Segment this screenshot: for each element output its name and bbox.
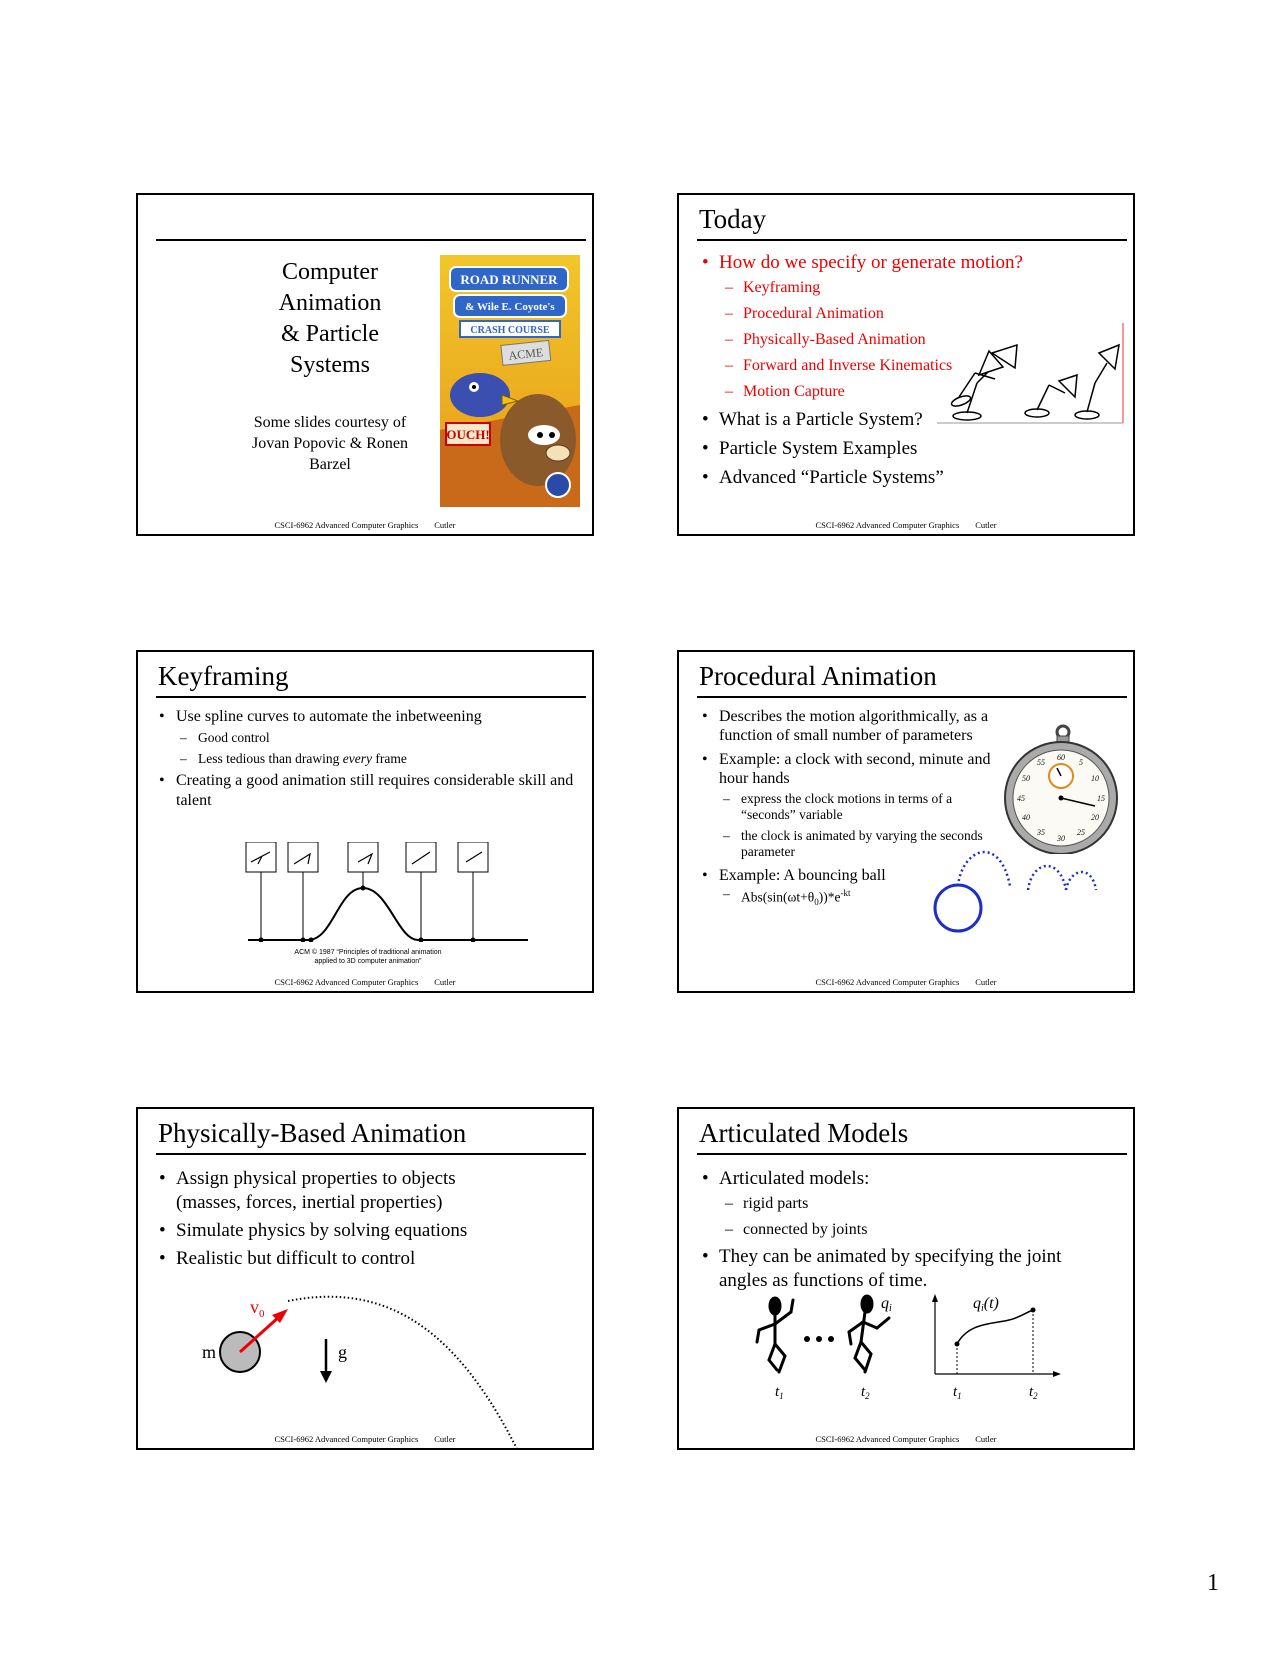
svg-text:10: 10	[1091, 774, 1099, 783]
page-number: 1	[1207, 1570, 1219, 1596]
svg-text:ROAD RUNNER: ROAD RUNNER	[460, 272, 558, 287]
list-item: • Describes the motion algorithmically, as a function of small number of parameters	[701, 707, 991, 745]
slide-title	[136, 193, 594, 536]
slide-footer: CSCI-6962 Advanced Computer Graphics Cutler	[274, 520, 456, 530]
list-item: • They can be animated by specifying the joint angles as functions of time.	[701, 1245, 1101, 1293]
slide-title-text: Keyframing	[158, 661, 289, 691]
slide-footer: CSCI-6962 Advanced Computer Graphics Cutler	[274, 977, 456, 987]
slide-footer: CSCI-6962 Advanced Computer Graphics Cutler	[815, 977, 997, 987]
list-item: – Procedural Animation	[721, 301, 1121, 327]
presentation-title: Computer Animation & Particle Systems	[278, 259, 382, 378]
title-rule	[156, 239, 586, 241]
list-item: – rigid parts	[721, 1191, 1101, 1217]
articulated-figure-diagram	[739, 1294, 1099, 1414]
svg-text:40: 40	[1022, 813, 1030, 822]
bullet-list	[158, 1167, 578, 1271]
road-runner-cover-image	[440, 255, 580, 507]
list-item: • Articulated models:	[701, 1167, 1101, 1191]
bouncing-ball-diagram	[924, 838, 1124, 938]
projectile-diagram	[138, 1291, 594, 1450]
list-item: – Physically-Based Animation	[721, 327, 1121, 353]
list-item: • Simulate physics by solving equations	[158, 1219, 578, 1243]
list-item: • Particle System Examples	[701, 434, 1121, 463]
svg-text:5: 5	[1079, 758, 1083, 767]
list-item: – Motion Capture	[721, 379, 1121, 405]
list-item: • How do we specify or generate motion?	[701, 251, 1121, 275]
bullet-list	[701, 1167, 1101, 1293]
slide-footer: CSCI-6962 Advanced Computer Graphics Cutler	[815, 520, 997, 530]
slide-today	[677, 193, 1135, 536]
svg-text:OUCH!: OUCH!	[446, 427, 490, 442]
title-rule	[697, 239, 1127, 241]
list-item: • Advanced “Particle Systems”	[701, 463, 1121, 492]
spline-curve	[248, 888, 528, 940]
slide-credits: Some slides courtesy of Jovan Popovic & Ronen Barzel	[252, 414, 408, 473]
image-caption: ACM © 1987 “Principles of traditional animation applied to 3D computer animation”	[294, 949, 442, 965]
svg-text:15: 15	[1097, 794, 1105, 803]
svg-text:45: 45	[1017, 794, 1025, 803]
slide-footer: CSCI-6962 Advanced Computer Graphics Cutler	[274, 1434, 456, 1444]
svg-text:CRASH COURSE: CRASH COURSE	[470, 325, 550, 336]
slide-physically-based-animation	[136, 1107, 594, 1450]
svg-text:25: 25	[1077, 828, 1085, 837]
slide-title-text: Articulated Models	[699, 1118, 909, 1148]
svg-text:t1: $t_1$	[775, 1384, 784, 1401]
list-item: • Assign physical properties to objects (masses, forces, inertial properties)	[158, 1167, 506, 1215]
list-item: – Less tedious than drawing every frame	[176, 748, 578, 769]
slide-keyframing	[136, 650, 594, 993]
luxo-lamps-illustration	[937, 323, 1127, 427]
list-item: – connected by joints	[721, 1217, 1101, 1243]
slide-articulated-models	[677, 1107, 1135, 1450]
slide-title-text: Physically-Based Animation	[158, 1118, 467, 1148]
list-item: • Realistic but difficult to control	[158, 1247, 578, 1271]
stopwatch-image	[991, 724, 1121, 854]
list-item: – express the clock motions in terms of a “seconds” variable	[719, 791, 991, 823]
list-item: – Forward and Inverse Kinematics	[721, 353, 1121, 379]
title-rule	[156, 696, 586, 698]
list-item: • Example: a clock with second, minute and hour hands	[701, 750, 991, 788]
svg-text:ACME: ACME	[507, 345, 544, 363]
list-item: • Use spline curves to automate the inbetweening	[158, 707, 578, 727]
svg-text:t2: $t_2$	[1029, 1384, 1038, 1401]
title-rule	[156, 1153, 586, 1155]
svg-text:m: m	[202, 1342, 217, 1362]
keyframe-spline-diagram	[238, 842, 538, 942]
list-item: – Keyframing	[721, 275, 1121, 301]
title-rule	[697, 1153, 1127, 1155]
list-item: • What is a Particle System?	[701, 405, 1121, 434]
svg-text:g: g	[338, 1342, 347, 1362]
slide-footer: CSCI-6962 Advanced Computer Graphics Cutler	[815, 1434, 997, 1444]
title-rule	[697, 696, 1127, 698]
svg-text:t2: $t_2$	[861, 1384, 870, 1401]
svg-text:& Wile E. Coyote's: & Wile E. Coyote's	[465, 301, 555, 313]
slide-title-text: Today	[699, 204, 767, 234]
svg-text:55: 55	[1037, 758, 1045, 767]
svg-text:qi(t): qi(t)	[973, 1295, 999, 1314]
svg-text:20: 20	[1091, 813, 1099, 822]
list-item: • Example: A bouncing ball	[701, 866, 991, 885]
list-item: – the clock is animated by varying the seconds parameter	[719, 828, 991, 860]
svg-text:qi: qi	[881, 1295, 892, 1314]
svg-text:60: 60	[1057, 753, 1065, 762]
list-item: • Creating a good animation still requires considerable skill and talent	[158, 771, 578, 811]
svg-text:30: 30	[1057, 834, 1065, 843]
svg-text:35: 35	[1037, 828, 1045, 837]
svg-text:50: 50	[1022, 774, 1030, 783]
slide-title-text: Procedural Animation	[699, 661, 937, 691]
slide-procedural-animation	[677, 650, 1135, 993]
svg-text:t1: $t_1$	[953, 1384, 962, 1401]
list-item: – $Abs(\sin(\omega t+\theta_0))*e^{-kt}$	[719, 885, 991, 911]
list-item: – Good control	[176, 727, 578, 748]
svg-text:v0: $v_0$	[250, 1297, 265, 1320]
bullet-list	[158, 707, 578, 811]
